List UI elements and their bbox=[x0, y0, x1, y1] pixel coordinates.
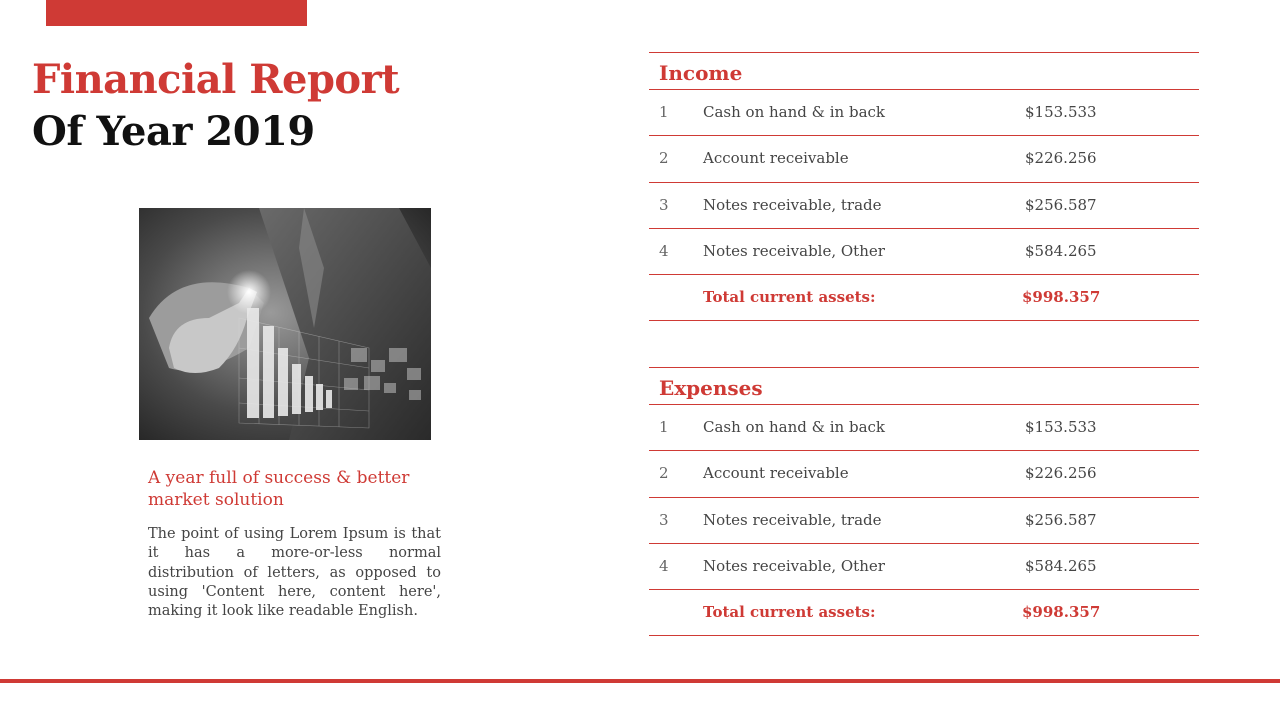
intro-subtitle: A year full of success & better market solution bbox=[148, 468, 410, 510]
row-number: 1 bbox=[659, 418, 669, 436]
row-amount: $226.256 bbox=[1025, 464, 1097, 483]
table-row bbox=[649, 90, 1199, 136]
income-header bbox=[649, 52, 1199, 90]
row-amount: $153.533 bbox=[1025, 103, 1097, 121]
table-row bbox=[649, 229, 1199, 275]
bottom-accent-line bbox=[0, 679, 1280, 683]
row-number: 2 bbox=[659, 464, 669, 483]
row-label: Account receivable bbox=[703, 149, 849, 168]
expenses-header bbox=[649, 367, 1199, 405]
income-total-row bbox=[649, 275, 1199, 321]
row-label: Notes receivable, trade bbox=[703, 195, 882, 214]
row-number: 1 bbox=[659, 103, 669, 121]
table-row bbox=[649, 498, 1199, 544]
income-heading: Income bbox=[659, 61, 743, 85]
row-number: 2 bbox=[659, 149, 669, 168]
top-accent-bar bbox=[46, 0, 307, 26]
row-label: Notes receivable, Other bbox=[703, 556, 885, 575]
row-number: 4 bbox=[659, 241, 669, 260]
title-line-1: Financial Report bbox=[32, 56, 400, 103]
business-chart-photo bbox=[139, 208, 431, 440]
table-row bbox=[649, 451, 1199, 497]
row-amount: $256.587 bbox=[1025, 510, 1097, 529]
row-number: 3 bbox=[659, 195, 669, 214]
row-label: Cash on hand & in back bbox=[703, 103, 886, 121]
page-title bbox=[32, 54, 399, 158]
title-line-2: Of Year 2019 bbox=[32, 108, 315, 155]
row-amount: $153.533 bbox=[1025, 418, 1097, 436]
income-table bbox=[649, 52, 1199, 321]
table-row bbox=[649, 544, 1199, 590]
row-label: Notes receivable, trade bbox=[703, 510, 882, 529]
intro-body-text: The point of using Lorem Ipsum is that it has a more-or-less normal distribution of letters, as opposed to using 'Content here, content here', making it look like readable English. bbox=[148, 526, 441, 620]
row-amount: $584.265 bbox=[1025, 556, 1097, 575]
row-number: 4 bbox=[659, 556, 669, 575]
table-row bbox=[649, 405, 1199, 451]
expenses-heading: Expenses bbox=[659, 376, 763, 400]
table-row bbox=[649, 136, 1199, 182]
row-amount: $584.265 bbox=[1025, 241, 1097, 260]
row-amount: $256.587 bbox=[1025, 195, 1097, 214]
total-amount: $998.357 bbox=[1022, 288, 1101, 307]
row-amount: $226.256 bbox=[1025, 149, 1097, 168]
row-number: 3 bbox=[659, 510, 669, 529]
expenses-table bbox=[649, 367, 1199, 636]
table-row bbox=[649, 183, 1199, 229]
total-label: Total current assets: bbox=[703, 288, 876, 307]
row-label: Account receivable bbox=[703, 464, 849, 483]
row-label: Cash on hand & in back bbox=[703, 418, 886, 436]
total-label: Total current assets: bbox=[703, 603, 876, 622]
row-label: Notes receivable, Other bbox=[703, 241, 885, 260]
expenses-total-row bbox=[649, 590, 1199, 636]
total-amount: $998.357 bbox=[1022, 603, 1101, 622]
